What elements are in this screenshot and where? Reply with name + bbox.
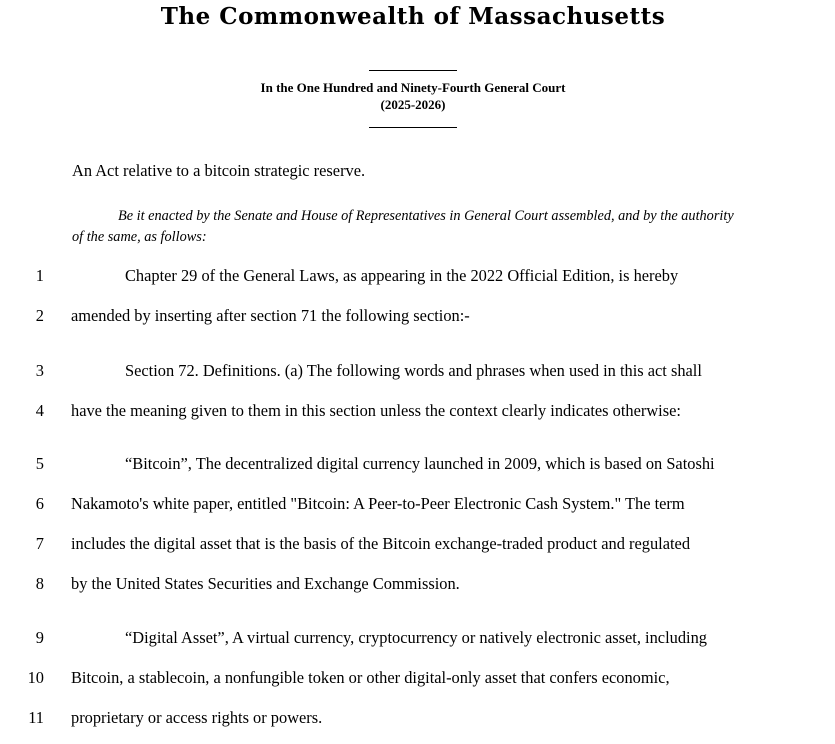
line-text: Bitcoin, a stablecoin, a nonfungible token or other digital-only asset that confers economic, <box>71 668 670 687</box>
line-number: 6 <box>35 494 44 513</box>
line-number: 1 <box>35 266 44 285</box>
session-years: (2025-2026) <box>380 97 446 112</box>
line-text: by the United States Securities and Exchange Commission. <box>71 574 460 593</box>
commonwealth-masthead-title: The Commonwealth of Massachusetts <box>160 3 666 30</box>
line-text: amended by inserting after section 71 the following section:- <box>71 306 470 325</box>
line-number: 5 <box>35 454 44 473</box>
line-text: Chapter 29 of the General Laws, as appearing in the 2022 Official Edition, is hereby <box>125 266 679 285</box>
enacting-clause-line-2: of the same, as follows: <box>72 229 207 245</box>
act-title: An Act relative to a bitcoin strategic reserve. <box>72 161 366 180</box>
line-text: includes the digital asset that is the basis of the Bitcoin exchange-traded product and regulated <box>71 534 691 553</box>
enacting-clause-line-1: Be it enacted by the Senate and House of Representatives in General Court assembled, and by the authority <box>118 208 734 224</box>
divider-rule-bottom <box>369 127 457 128</box>
line-number: 9 <box>35 628 44 647</box>
line-number: 3 <box>35 361 44 380</box>
line-text: Section 72. Definitions. (a) The following words and phrases when used in this act shall <box>125 361 702 380</box>
line-number: 11 <box>28 708 44 727</box>
line-text: Nakamoto's white paper, entitled "Bitcoin: A Peer-to-Peer Electronic Cash System." The term <box>71 494 685 513</box>
line-number: 10 <box>27 668 44 687</box>
line-text: proprietary or access rights or powers. <box>71 708 323 727</box>
line-number: 7 <box>35 534 44 553</box>
line-text: “Bitcoin”, The decentralized digital currency launched in 2009, which is based on Satoshi <box>125 454 715 473</box>
general-court-session-line: In the One Hundred and Ninety-Fourth General Court <box>260 80 566 95</box>
line-text: have the meaning given to them in this section unless the context clearly indicates otherwise: <box>71 401 681 420</box>
line-number: 4 <box>35 401 44 420</box>
line-number: 2 <box>35 306 44 325</box>
line-text: “Digital Asset”, A virtual currency, cryptocurrency or natively electronic asset, including <box>125 628 707 647</box>
divider-rule-top <box>369 70 457 71</box>
line-number: 8 <box>35 574 44 593</box>
